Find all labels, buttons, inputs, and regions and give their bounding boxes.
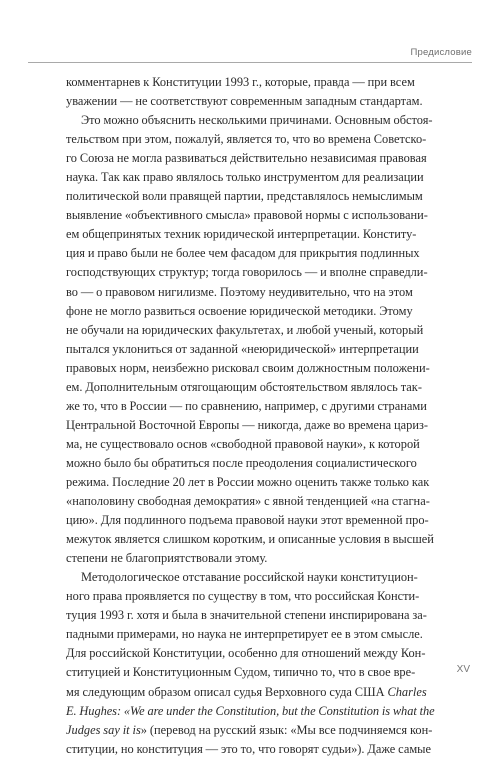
text-line	[66, 721, 435, 740]
text-line: степени не благоприятствовали этому.	[66, 551, 268, 566]
text-line: ма, не существовало основ «свободной правовой науки», к которой	[66, 436, 420, 451]
text-line: комментарнев к Конституции 1993 г., которые, правда — при всем	[66, 75, 415, 89]
text-line: ция и право были не более чем фасадом для прикрытия подлинных	[66, 246, 420, 261]
text-segment: » (перевод на русский язык: «Мы все подчиняемся кон-	[140, 722, 433, 737]
italic-judge-initial: E. Hughes:	[66, 703, 124, 718]
running-header	[28, 40, 472, 63]
paragraph-start-line: Это можно объяснить несколькими причинами. Основным обстоя-	[81, 113, 433, 128]
text-line: фоне не могло развиться освоение юридической методики. Этому	[66, 303, 413, 318]
text-line: туция 1993 г. хотя и была в значительной степени инспирирована за-	[66, 608, 427, 623]
text-line: наука. Так как право являлось только инструментом для реализации	[66, 170, 424, 185]
text-line: же то, что в России — по сравнению, например, с другими странами	[66, 398, 427, 413]
italic-quote-end: Judges say it is	[66, 722, 141, 737]
text-line: Для российской Конституции, особенно для отношений между Кон-	[66, 646, 426, 661]
text-line: политической воли правящей партии, представлялось немыслимым	[66, 189, 423, 204]
paragraph-start-line: Методологическое отставание российской науки конституцион-	[81, 570, 418, 585]
text-line: «наполовину свободная демократия» с явной тенденцией «на стагна-	[66, 494, 430, 509]
text-line: пытался уклониться от заданной «неюридической» интерпретации	[66, 341, 419, 356]
text-line	[66, 683, 435, 702]
text-line: не обучали на юридических факультетах, и любой ученый, который	[66, 322, 424, 337]
text-line: ституцией и Конституционным Судом, типично то, что в свое вре-	[66, 665, 416, 680]
text-line: падными примерами, но наука не интерпретирует ее в этом смысле.	[66, 627, 423, 642]
page-number: XV	[456, 664, 470, 675]
text-line: выявление «объективного смысла» правовой нормы с использовани-	[66, 208, 428, 223]
text-line: ного права проявляется по существу в том, что российская Консти-	[66, 589, 420, 604]
text-line: тельством при этом, пожалуй, является то, что во времена Советско-	[66, 132, 427, 147]
text-line: цию». Для подлинного подъема правовой науки этот временной про-	[66, 513, 429, 528]
body-text	[66, 73, 435, 759]
italic-quote: «We are under the Constitution, but the Constitution is what the	[123, 703, 435, 718]
text-line	[66, 702, 435, 721]
text-line: ем. Дополнительным отягощающим обстоятельством являлось так-	[66, 379, 422, 394]
text-line: межуток является слишком коротким, и описанные условия в высшей	[66, 532, 434, 547]
text-line: во — о правовом нигилизме. Поэтому неудивительно, что на этом	[66, 284, 413, 299]
text-line: режима. Последние 20 лет в России можно оценить также только как	[66, 474, 430, 489]
text-line: правовых норм, неизбежно рисковал своим должностным положени-	[66, 360, 430, 375]
running-title: Предисловие	[410, 47, 472, 58]
text-segment: мя следующим образом описал судья Верховного суда США	[66, 684, 385, 699]
text-line: Центральной Восточной Европы — никогда, даже во времена цариз-	[66, 417, 429, 432]
text-line: ституции, но конституция — это то, что говорят судьи»). Даже самые	[66, 741, 431, 756]
text-line: го Союза не могла развиваться действительно независимая правовая	[66, 151, 427, 166]
text-line: господствующих структур; тогда говорилось — и вполне справедли-	[66, 265, 428, 280]
text-line: можно было бы обратиться после преодоления социалистического	[66, 455, 417, 470]
text-line: ем общепринятых техник юридической интерпретации. Конститу-	[66, 227, 417, 242]
italic-judge-name: Charles	[387, 684, 427, 699]
text-line: уважении — не соответствуют современным западным стандартам.	[66, 94, 423, 109]
